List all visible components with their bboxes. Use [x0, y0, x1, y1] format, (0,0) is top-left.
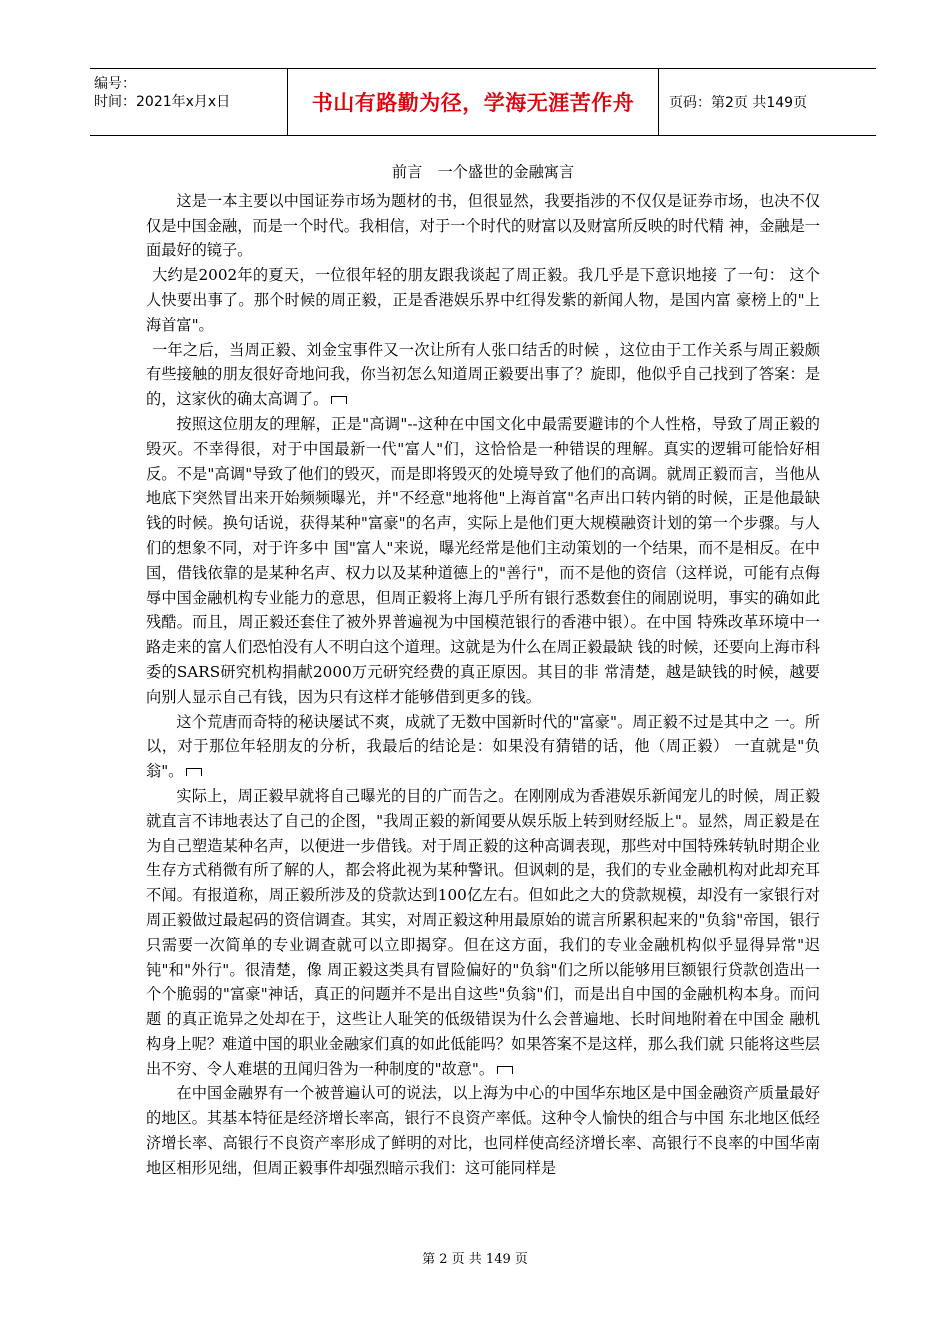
paragraph: 这是一本主要以中国证券市场为题材的书，但很显然，我要指涉的不仅仅是证券市场，也决不仅仅是中国金融，而是一个时代。我相信，对于一个时代的财富以及财富所反映的时代精 神，金融是一面最好的镜子。	[146, 191, 820, 260]
paragraph: 实际上，周正毅早就将自己曝光的目的广而告之。在刚刚成为香港娱乐新闻宠儿的时候，周正毅就直言不讳地表达了自己的企图，"我周正毅的新闻要从娱乐版上转到财经版上"。显然，周正毅是在为自己塑造某种名声，以便进一步借钱。对于周正毅的这种高调表现，那些对中国特殊转轨时期企业生存方式稍微有所了解的人，都会将此视为某种警讯。但讽刺的是，我们的专业金融机构对此却充耳不闻。有报道称，周正毅所涉及的贷款达到100亿左右。但如此之大的贷款规模，却没有一家银行对周正毅做过最起码的资信调查。其实，对周正毅这种用最原始的谎言所累积起来的"负翁"帝国，银行只需要一次简单的专业调查就可以立即揭穿。但在这方面，我们的专业金融机构似乎显得异常"迟钝"和"外行"。很清楚，像 周正毅这类具有冒险偏好的"负翁"们之所以能够用巨额银行贷款创造出一个个脆弱的"富豪"神话，真正的问题并不是出自这些"负翁"们，而是出自中国的金融机构本身。而问题 的真正诡异之处却在于，这些让人耻笑的低级错误为什么会普遍地、长时间地附着在中国金 融机构身上呢？难道中国的职业金融家们真的如此低能吗？如果答案不是这样，那么我们就 只能将这些层出不穷、令人难堪的丑闻归咎为一种制度的"故意"。	[146, 786, 820, 1078]
page-title: 前言 一个盛世的金融寓言	[391, 163, 575, 181]
header-page-cell	[659, 69, 876, 135]
motto: 书山有路勤为径，学海无涯苦作舟	[311, 91, 635, 115]
header-meta-cell	[90, 69, 287, 135]
header-table	[90, 68, 876, 136]
page-label: 页码：第2页 共149页	[669, 95, 808, 111]
paragraph: 这个荒唐而奇特的秘诀屡试不爽，成就了无数中国新时代的"富豪"。周正毅不过是其中之 一。所以，对于那位年轻朋友的分析，我最后的结论是：如果没有猜错的话，他（周正毅） 一直就是"负翁"。	[146, 712, 820, 781]
paragraph: 按照这位朋友的理解，正是"高调"--这种在中国文化中最需要避讳的个人性格，导致了周正毅的毁灭。不幸得很，对于中国最新一代"富人"们，这恰恰是一种错误的理解。真实的逻辑可能恰好相反。不是"高调"导致了他们的毁灭，而是即将毁灭的处境导致了他们的高调。就周正毅而言，当他从地底下突然冒出来开始频频曝光，并"不经意"地将他"上海首富"名声出口转内销的时候，正是他最缺钱的时候。换句话说，获得某种"富豪"的名声，实际上是他们更大规模融资计划的第一个步骤。与人们的想象不同，对于许多中 国"富人"来说，曝光经常是他们主动策划的一个结果，而不是相反。在中国，借钱依靠的是某种名声、权力以及某种道德上的"善行"，而不是他的资信（这样说，可能有点侮辱中国金融机构专业能力的意思，但周正毅将上海几乎所有银行悉数套住的闹剧说明，事实的确如此残酷。而且，周正毅还套住了被外界普遍视为中国模范银行的香港中银）。在中国 特殊改革环境中一路走来的富人们恐怕没有人不明白这个道理。这就是为什么在周正毅最缺 钱的时候，还要向上海市科委的SARS研究机构捐献2000万元研究经费的真正原因。其目的非 常清楚，越是缺钱的时候，越要向别人显示自己有钱，因为只有这样才能够借到更多的钱。	[146, 414, 820, 706]
header-motto-cell	[287, 69, 659, 135]
paragraph-mark-icon	[331, 396, 347, 404]
paragraph: 大约是2002年的夏天，一位很年轻的朋友跟我谈起了周正毅。我几乎是下意识地接 了一句： 这个人快要出事了。那个时候的周正毅，正是香港娱乐界中红得发紫的新闻人物，是国内富 豪榜上的"上海首富"。	[146, 266, 820, 334]
document-body	[146, 160, 820, 1181]
paragraph-mark-icon	[186, 768, 202, 776]
code-label: 编号：	[94, 76, 136, 92]
paragraph-mark-icon	[497, 1066, 513, 1074]
paragraph: 一年之后，当周正毅、刘金宝事件又一次让所有人张口结舌的时候 ，这位由于工作关系与周正毅颇有些接触的朋友很好奇地问我，你当初怎么知道周正毅要出事了？旋即，他似乎自己找到了答案：是的，这家伙的确太高调了。	[146, 340, 820, 409]
paragraph: 在中国金融界有一个被普遍认可的说法，以上海为中心的中国华东地区是中国金融资产质量最好的地区。其基本特征是经济增长率高，银行不良资产率低。这种令人愉快的组合与中国 东北地区低经济增长率、高银行不良资产率形成了鲜明的对比，也同样使高经济增长率、高银行不良率的中国华南地区相形见绌，但周正毅事件却强烈暗示我们：这可能同样是	[146, 1084, 820, 1177]
page-footer: 第 2 页 共 149 页	[422, 1252, 528, 1267]
time-label: 时间：2021年x月x日	[94, 94, 231, 110]
